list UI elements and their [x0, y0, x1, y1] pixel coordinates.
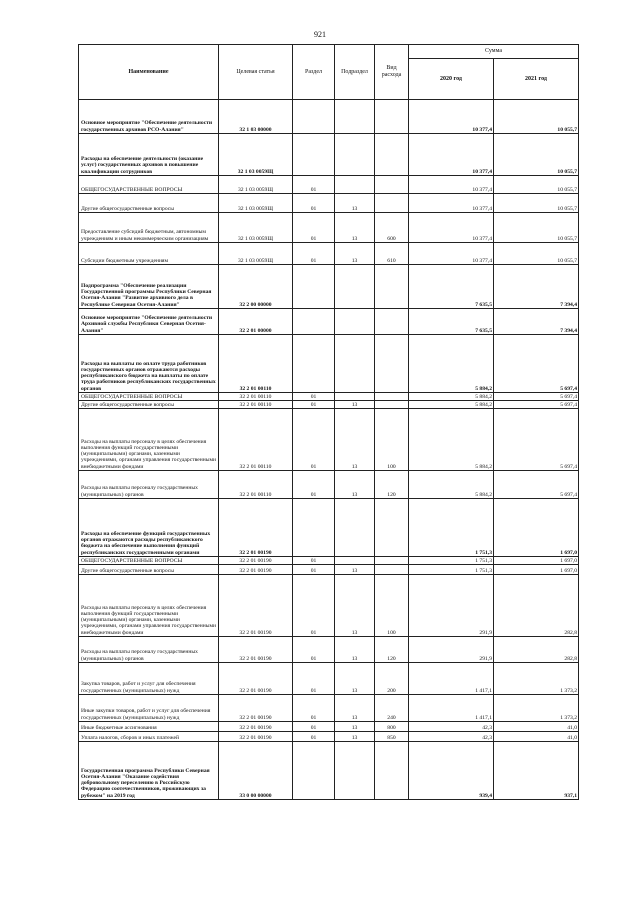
row-subsection: [335, 335, 375, 393]
row-section: 01: [293, 401, 335, 409]
row-sum-2020: 10 377,4: [409, 213, 494, 243]
row-sum-2021: 5 697,4: [494, 393, 579, 401]
row-sum-2020: 1 751,3: [409, 565, 494, 575]
table-row: [79, 243, 579, 265]
row-name: Предоставление субсидий бюджетным, автономным учреждениям и иным некоммерческим организациям: [79, 213, 219, 243]
row-sum-2020: 291,9: [409, 575, 494, 637]
row-sum-2021: 282,8: [494, 637, 579, 663]
row-subsection: 13: [335, 409, 375, 471]
row-expense-type: 100: [375, 409, 409, 471]
table-row: [79, 213, 579, 243]
table-row: [79, 176, 579, 194]
row-sum-2021: 5 697,4: [494, 335, 579, 393]
row-subsection: [335, 393, 375, 401]
row-sum-2020: 1 417,1: [409, 663, 494, 695]
table-row: [79, 194, 579, 213]
row-name: Иные бюджетные ассигнования: [79, 722, 219, 732]
table-row: [79, 722, 579, 732]
row-sum-2021: 10 055,7: [494, 176, 579, 194]
row-sum-2021: 7 394,4: [494, 265, 579, 309]
row-subsection: 13: [335, 663, 375, 695]
table-row: [79, 393, 579, 401]
row-name: Расходы на обеспечение деятельности (оказание услуг) государственных архивов в повышение квалификации сотрудников: [79, 134, 219, 176]
row-expense-type: [375, 134, 409, 176]
row-sum-2021: 10 055,7: [494, 134, 579, 176]
row-sum-2021: 1 697,0: [494, 557, 579, 565]
row-subsection: [335, 265, 375, 309]
row-name: Закупка товаров, работ и услуг для обеспечения государственных (муниципальных) нужд: [79, 663, 219, 695]
row-section: [293, 265, 335, 309]
row-sum-2020: 7 635,5: [409, 265, 494, 309]
row-expense-type: 800: [375, 722, 409, 732]
table-row: [79, 134, 579, 176]
row-sum-2020: 10 377,4: [409, 243, 494, 265]
row-target: 32 2 00 00000: [219, 265, 293, 309]
table-row: [79, 565, 579, 575]
row-section: 01: [293, 213, 335, 243]
row-section: [293, 335, 335, 393]
row-subsection: [335, 499, 375, 557]
row-sum-2020: 10 377,4: [409, 134, 494, 176]
row-sum-2020: 42,3: [409, 722, 494, 732]
row-section: 01: [293, 722, 335, 732]
row-name: Расходы на выплаты по оплате труда работников государственных органов отражаются расходы республиканского бюджета на выплаты по оплате труда работников республиканских государственных органов: [79, 335, 219, 393]
row-sum-2021: 10 055,7: [494, 243, 579, 265]
row-sum-2020: 5 884,2: [409, 401, 494, 409]
row-target: 32 2 01 00190: [219, 695, 293, 722]
row-expense-type: [375, 265, 409, 309]
row-sum-2020: 1 751,3: [409, 557, 494, 565]
row-section: 01: [293, 732, 335, 742]
row-expense-type: [375, 742, 409, 800]
row-target: 32 2 01 00000: [219, 309, 293, 335]
row-sum-2020: 10 377,4: [409, 100, 494, 134]
row-name: Основное мероприятие "Обеспечение деятельности Архивной службы Республики Северная Осетия-Алания": [79, 309, 219, 335]
row-name: Основное мероприятие "Обеспечение деятельности государственных архивов РСО-Алания": [79, 100, 219, 134]
row-name: Иные закупки товаров, работ и услуг для обеспечения государственных (муниципальных) нужд: [79, 695, 219, 722]
row-subsection: [335, 309, 375, 335]
row-section: [293, 499, 335, 557]
row-section: [293, 134, 335, 176]
row-sum-2021: 937,1: [494, 742, 579, 800]
row-section: 01: [293, 409, 335, 471]
header-2021: 2021 год: [494, 59, 579, 100]
header-name: Наименование: [79, 45, 219, 100]
table-row: [79, 499, 579, 557]
row-name: ОБЩЕГОСУДАРСТВЕННЫЕ ВОПРОСЫ: [79, 393, 219, 401]
table-row: [79, 409, 579, 471]
row-subsection: 13: [335, 243, 375, 265]
row-sum-2021: 1 373,2: [494, 663, 579, 695]
row-expense-type: [375, 194, 409, 213]
row-sum-2021: 41,0: [494, 722, 579, 732]
table-row: [79, 663, 579, 695]
row-section: 01: [293, 663, 335, 695]
row-target: 32 2 01 00110: [219, 409, 293, 471]
header-section: Раздел: [293, 45, 335, 100]
row-name: Расходы на выплаты персоналу государственных (муниципальных) органов: [79, 471, 219, 499]
row-subsection: 13: [335, 471, 375, 499]
table-row: [79, 557, 579, 565]
row-section: 01: [293, 557, 335, 565]
row-subsection: 13: [335, 565, 375, 575]
row-subsection: 13: [335, 695, 375, 722]
row-sum-2020: 5 884,2: [409, 393, 494, 401]
row-sum-2020: 10 377,4: [409, 176, 494, 194]
header-sum: Сумма: [409, 45, 579, 59]
row-name: Расходы на выплаты персоналу в целях обеспечения выполнения функций государственными (муниципальными) органами, казенными учреждениями, органами управления государственными внебюджетными фондами: [79, 409, 219, 471]
row-target: 32 2 01 00190: [219, 565, 293, 575]
row-target: 32 1 03 00000: [219, 100, 293, 134]
row-target: 32 1 03 0059Щ: [219, 134, 293, 176]
row-sum-2021: 1 697,0: [494, 565, 579, 575]
row-name: ОБЩЕГОСУДАРСТВЕННЫЕ ВОПРОСЫ: [79, 176, 219, 194]
row-expense-type: [375, 100, 409, 134]
row-target: 33 0 00 00000: [219, 742, 293, 800]
row-target: 32 2 01 00110: [219, 471, 293, 499]
row-expense-type: 850: [375, 732, 409, 742]
row-sum-2020: 5 884,2: [409, 471, 494, 499]
row-name: ОБЩЕГОСУДАРСТВЕННЫЕ ВОПРОСЫ: [79, 557, 219, 565]
row-sum-2021: 282,8: [494, 575, 579, 637]
table-row: [79, 401, 579, 409]
row-expense-type: 120: [375, 471, 409, 499]
row-target: 32 2 01 00190: [219, 575, 293, 637]
row-expense-type: 120: [375, 637, 409, 663]
row-subsection: 13: [335, 732, 375, 742]
table-row: [79, 742, 579, 800]
row-name: Подпрограмма "Обеспечение реализации Государственной программы Республики Северная Осетия-Алания "Развитие архивного дела в Республике Северная Осетия-Алания": [79, 265, 219, 309]
row-sum-2020: 10 377,4: [409, 194, 494, 213]
row-name: Субсидии бюджетным учреждениям: [79, 243, 219, 265]
row-subsection: [335, 100, 375, 134]
row-expense-type: [375, 393, 409, 401]
row-section: 01: [293, 575, 335, 637]
row-expense-type: [375, 309, 409, 335]
row-target: 32 2 01 00190: [219, 499, 293, 557]
row-name: Другие общегосударственные вопросы: [79, 194, 219, 213]
row-subsection: 13: [335, 575, 375, 637]
row-expense-type: 240: [375, 695, 409, 722]
row-sum-2020: 7 635,5: [409, 309, 494, 335]
row-sum-2021: 10 055,7: [494, 194, 579, 213]
row-sum-2020: 5 884,2: [409, 335, 494, 393]
row-name: Расходы на выплаты персоналу в целях обеспечения выполнения функций государственными (муниципальными) органами, казенными учреждениями, органами управления государственными внебюджетными фондами: [79, 575, 219, 637]
row-sum-2020: 939,4: [409, 742, 494, 800]
row-expense-type: 100: [375, 575, 409, 637]
row-sum-2020: 5 884,2: [409, 409, 494, 471]
row-name: Расходы на выплаты персоналу государственных (муниципальных) органов: [79, 637, 219, 663]
row-sum-2021: 5 697,4: [494, 471, 579, 499]
row-target: 32 2 01 00110: [219, 393, 293, 401]
row-target: 32 2 01 00190: [219, 557, 293, 565]
row-sum-2021: 1 697,0: [494, 499, 579, 557]
row-target: 32 2 01 00110: [219, 401, 293, 409]
row-sum-2021: 1 373,2: [494, 695, 579, 722]
table-row: [79, 100, 579, 134]
row-sum-2020: 1 751,3: [409, 499, 494, 557]
row-subsection: 13: [335, 213, 375, 243]
row-subsection: 13: [335, 401, 375, 409]
row-target: 32 1 03 0059Щ: [219, 194, 293, 213]
row-subsection: 13: [335, 194, 375, 213]
table-row: [79, 575, 579, 637]
row-target: 32 1 03 0059Щ: [219, 243, 293, 265]
row-target: 32 1 03 0059Щ: [219, 213, 293, 243]
row-subsection: [335, 557, 375, 565]
row-section: 01: [293, 194, 335, 213]
row-expense-type: [375, 176, 409, 194]
row-expense-type: 610: [375, 243, 409, 265]
row-section: 01: [293, 176, 335, 194]
row-sum-2021: 41,0: [494, 732, 579, 742]
header-2020: 2020 год: [409, 59, 494, 100]
row-section: [293, 742, 335, 800]
row-section: [293, 309, 335, 335]
row-name: Уплата налогов, сборов и иных платежей: [79, 732, 219, 742]
table-row: [79, 732, 579, 742]
row-expense-type: 200: [375, 663, 409, 695]
row-section: 01: [293, 243, 335, 265]
row-sum-2021: 5 697,4: [494, 409, 579, 471]
row-sum-2021: 10 055,7: [494, 100, 579, 134]
row-sum-2020: 1 417,1: [409, 695, 494, 722]
row-section: 01: [293, 637, 335, 663]
budget-table: [78, 44, 579, 800]
row-section: 01: [293, 695, 335, 722]
table-row: [79, 265, 579, 309]
row-sum-2021: 5 697,4: [494, 401, 579, 409]
row-target: 32 1 03 0059Щ: [219, 176, 293, 194]
table-row: [79, 309, 579, 335]
row-subsection: [335, 176, 375, 194]
row-target: 32 2 01 00190: [219, 663, 293, 695]
row-subsection: 13: [335, 722, 375, 732]
page-number: 921: [314, 30, 326, 39]
row-expense-type: [375, 499, 409, 557]
row-sum-2020: 42,3: [409, 732, 494, 742]
row-name: Другие общегосударственные вопросы: [79, 401, 219, 409]
header-target: Целевая статья: [219, 45, 293, 100]
table-row: [79, 695, 579, 722]
row-expense-type: [375, 565, 409, 575]
row-target: 32 2 01 00190: [219, 722, 293, 732]
row-name: Другие общегосударственные вопросы: [79, 565, 219, 575]
table-row: [79, 637, 579, 663]
row-sum-2021: 7 394,4: [494, 309, 579, 335]
row-sum-2020: 291,9: [409, 637, 494, 663]
row-target: 32 2 01 00190: [219, 732, 293, 742]
row-section: 01: [293, 471, 335, 499]
row-section: [293, 100, 335, 134]
header-expense-type: Вид расхода: [375, 45, 409, 100]
row-expense-type: 600: [375, 213, 409, 243]
row-expense-type: [375, 401, 409, 409]
row-expense-type: [375, 335, 409, 393]
row-section: 01: [293, 565, 335, 575]
row-subsection: [335, 134, 375, 176]
row-section: 01: [293, 393, 335, 401]
row-expense-type: [375, 557, 409, 565]
row-target: 32 2 01 00110: [219, 335, 293, 393]
row-name: Государственная программа Республики Северная Осетия-Алания "Оказание содействия добровольному переселению в Российскую Федерацию соотечественников, проживающих за рубежом" на 2019 год: [79, 742, 219, 800]
row-target: 32 2 01 00190: [219, 637, 293, 663]
table-row: [79, 335, 579, 393]
row-subsection: [335, 742, 375, 800]
header-subsection: Подраздел: [335, 45, 375, 100]
row-subsection: 13: [335, 637, 375, 663]
row-name: Расходы на обеспечение функций государственных органов отражаются расходы республиканского бюджета на обеспечение выполнения функций республиканских государственными органами: [79, 499, 219, 557]
table-row: [79, 471, 579, 499]
row-sum-2021: 10 055,7: [494, 213, 579, 243]
